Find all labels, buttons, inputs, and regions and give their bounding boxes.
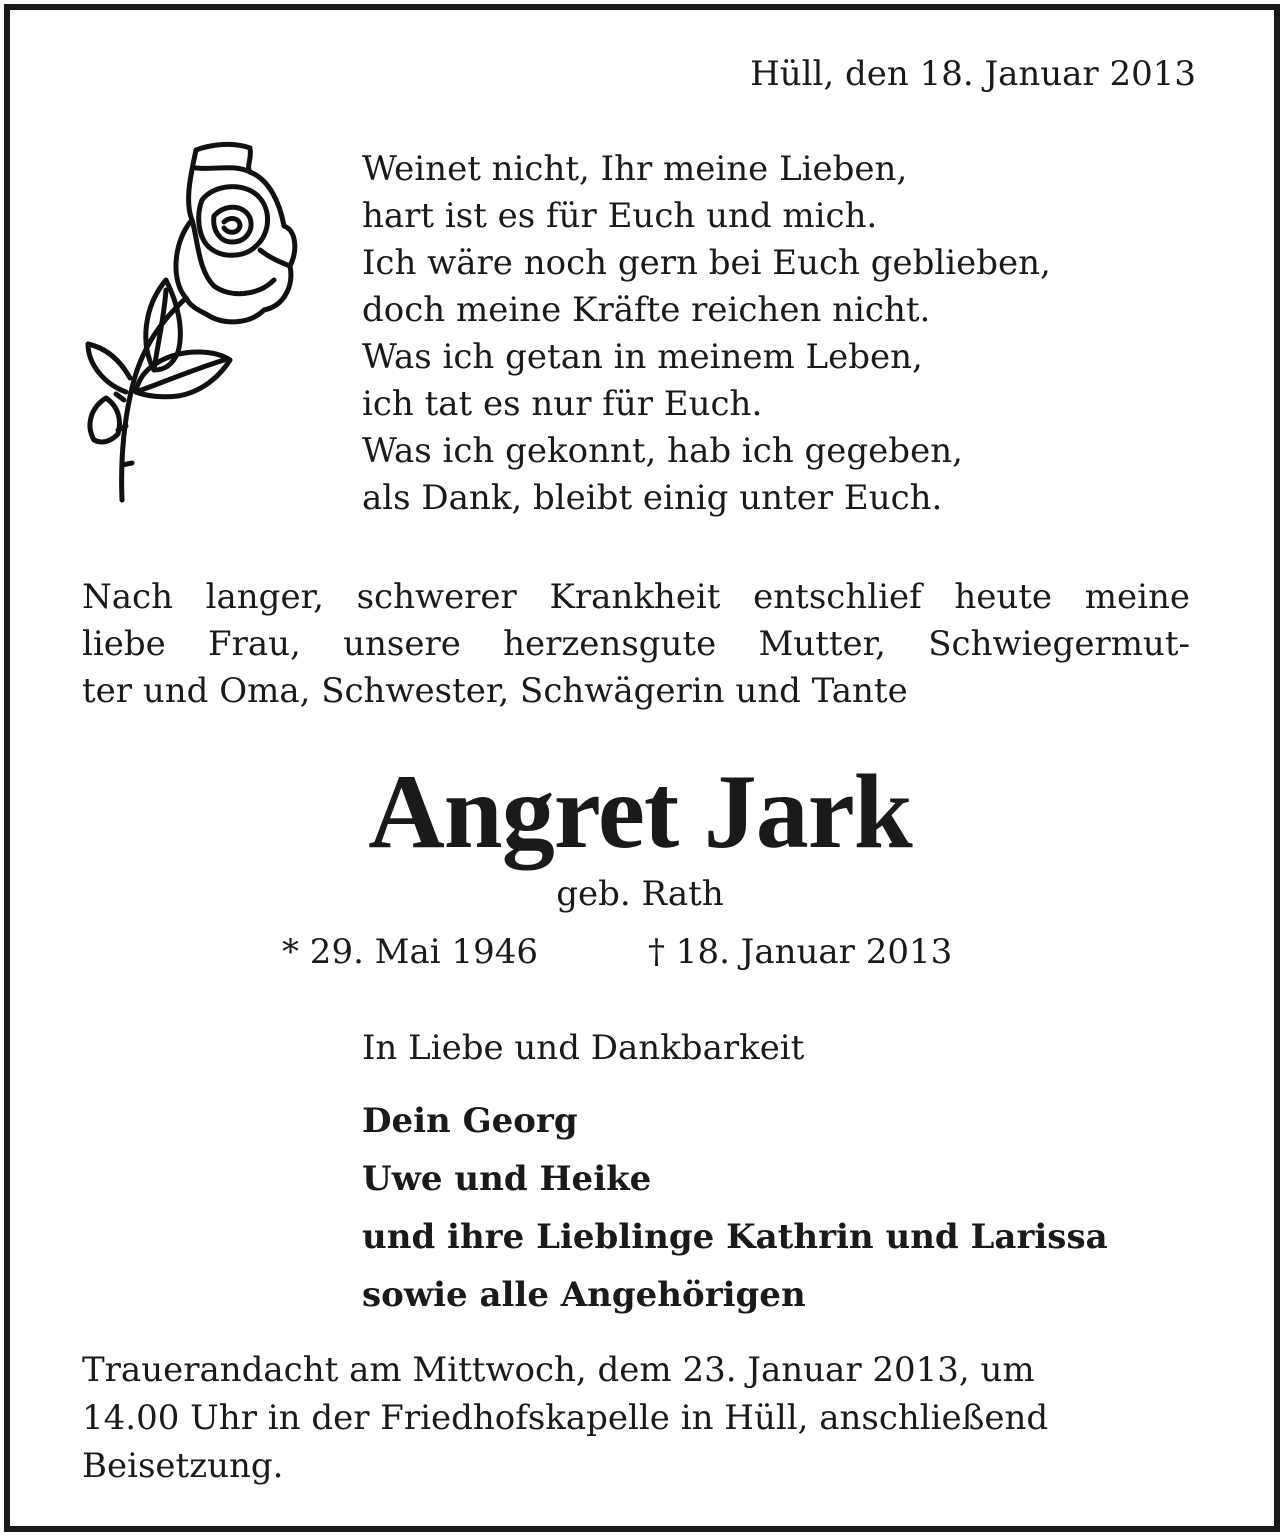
- poem-line: doch meine Kräfte reichen nicht.: [362, 290, 931, 330]
- family-line: Uwe und Heike: [362, 1159, 652, 1199]
- dedication: In Liebe und Dankbarkeit: [362, 1028, 805, 1068]
- birth-date: * 29. Mai 1946: [282, 932, 538, 972]
- family-line: Dein Georg: [362, 1101, 578, 1141]
- place-date: Hüll, den 18. Januar 2013: [750, 54, 1196, 94]
- family-signatures: [362, 1092, 1108, 1324]
- poem-line: Ich wäre noch gern bei Euch geblieben,: [362, 243, 1051, 283]
- service-line: 14.00 Uhr in der Friedhofskapelle in Hüll, anschließend: [82, 1398, 1049, 1438]
- deceased-name: Angret Jark: [368, 753, 912, 870]
- death-date: † 18. Januar 2013: [648, 932, 953, 972]
- maiden-name: geb. Rath: [556, 874, 724, 914]
- poem-line: hart ist es für Euch und mich.: [362, 196, 878, 236]
- poem: [362, 146, 1051, 522]
- poem-line: als Dank, bleibt einig unter Euch.: [362, 478, 943, 518]
- poem-line: ich tat es nur für Euch.: [362, 384, 763, 424]
- service-info: [82, 1346, 1182, 1490]
- service-line: Beisetzung.: [82, 1446, 284, 1486]
- family-line: und ihre Lieblinge Kathrin und Larissa: [362, 1217, 1108, 1257]
- poem-line: Weinet nicht, Ihr meine Lieben,: [362, 149, 908, 189]
- intro-line: ter und Oma, Schwester, Schwägerin und Tante: [82, 671, 908, 711]
- intro-line: liebe Frau, unsere herzensgute Mutter, Schwiegermut-: [82, 624, 1190, 664]
- family-line: sowie alle Angehörigen: [362, 1275, 806, 1315]
- service-line: Trauerandacht am Mittwoch, dem 23. Januar 2013, um: [82, 1350, 1035, 1390]
- poem-line: Was ich gekonnt, hab ich gegeben,: [362, 431, 963, 471]
- intro-text: [82, 574, 1190, 715]
- poem-line: Was ich getan in meinem Leben,: [362, 337, 923, 377]
- rose-icon: [74, 130, 304, 520]
- intro-line: Nach langer, schwerer Krankheit entschlief heute meine: [82, 577, 1190, 617]
